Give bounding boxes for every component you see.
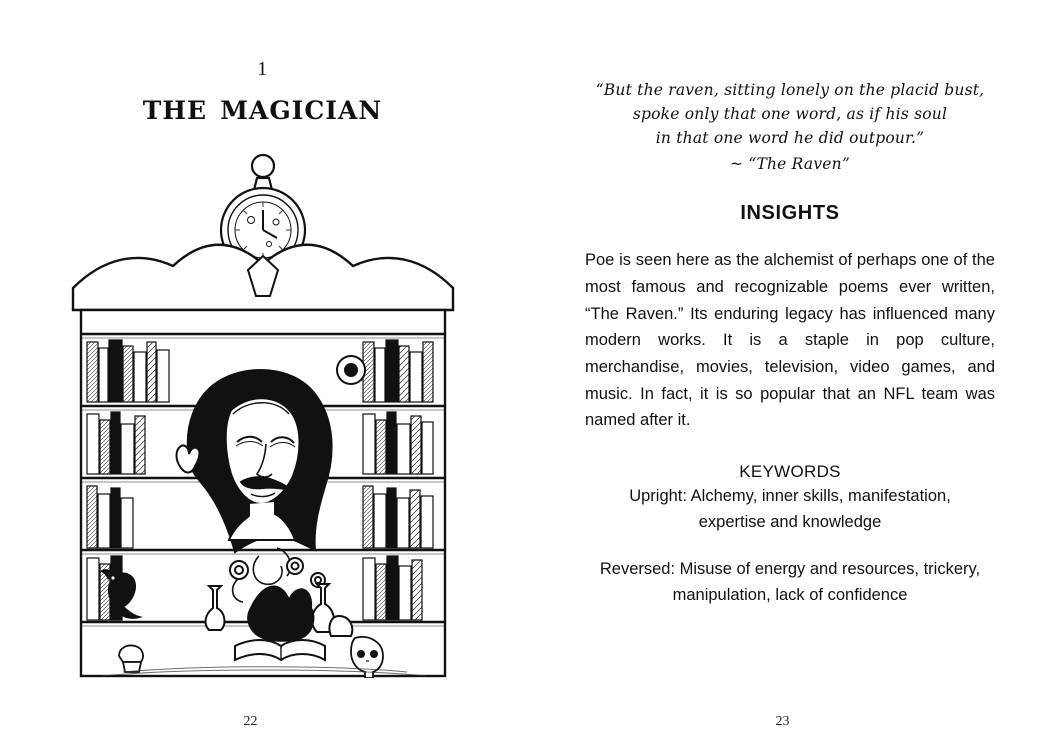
page-title: the magician (142, 87, 383, 128)
epigraph-line-3: in that one word he did outpour.” (655, 129, 925, 148)
card-number: 1 (257, 58, 268, 80)
insights-heading: INSIGHTS (740, 202, 840, 225)
right-page (525, 0, 1050, 750)
epigraph-line-2: spoke only that one word, as if his soul (632, 105, 948, 124)
keywords-heading: KEYWORDS (739, 462, 841, 482)
insights-body: Poe is seen here as the alchemist of perhaps one of the most famous and recognizable poems ever written, “The Raven.” Its enduring legacy has influenced many modern works. It is a staple in pop culture, merchandise, movies, television, video games, and music. In fact, it is so popular that an NFL team was named after it. (585, 251, 995, 430)
epigraph (585, 78, 995, 176)
keywords-reversed (585, 557, 995, 608)
shelf-clock-icon (337, 356, 365, 384)
page-number-left: 22 (243, 714, 258, 729)
reversed-line-1: Reversed: Misuse of energy and resources, trickery, (599, 560, 981, 579)
upright-line-2: expertise and knowledge (698, 512, 882, 531)
upright-line-1: Upright: Alchemy, inner skills, manifestation, (629, 487, 951, 506)
page-number-right: 23 (775, 714, 790, 729)
reversed-line-2: manipulation, lack of confidence (672, 585, 908, 604)
keywords-upright (585, 484, 995, 535)
epigraph-line-1: “But the raven, sitting lonely on the placid bust, (595, 81, 985, 99)
epigraph-attribution: ~ “The Raven” (730, 155, 850, 174)
tarot-card-illustration (63, 138, 463, 678)
